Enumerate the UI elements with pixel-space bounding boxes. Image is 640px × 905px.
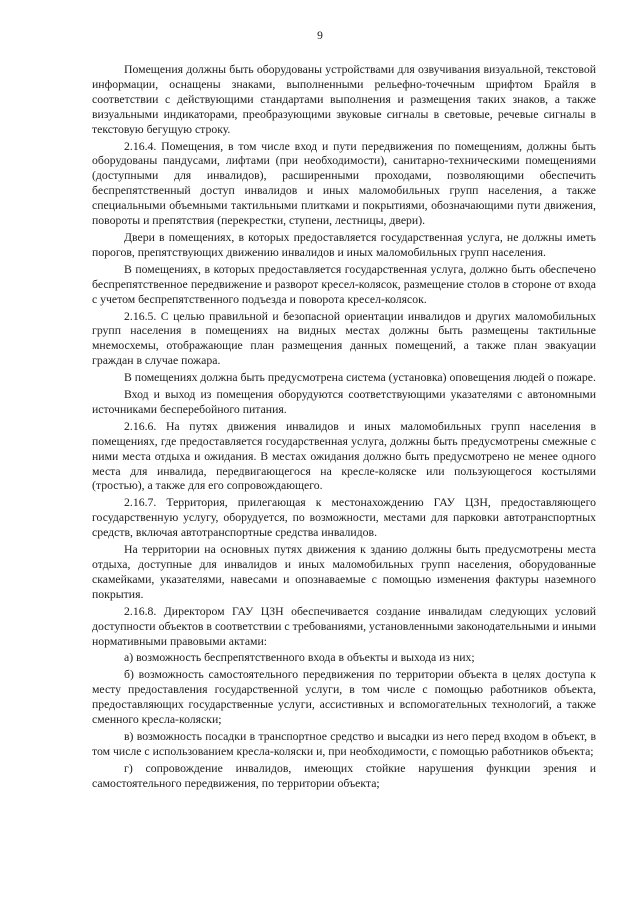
paragraph: В помещениях, в которых предоставляется государственная услуга, должно быть обеспечено беспрепятственное передвижение и разворот кресел-колясок, размещение столов в стороне от входа с учетом беспрепятственного подъезда и поворота кресел-колясок.	[92, 262, 596, 306]
paragraph: 2.16.5. С целью правильной и безопасной ориентации инвалидов и других маломобильных групп населения в помещениях на видных местах должны быть размещены тактильные мнемосхемы, отображающие план размещения данных помещений, а также план эвакуации граждан в случае пожара.	[92, 309, 596, 368]
paragraph: Вход и выход из помещения оборудуются соответствующими указателями с автономными источниками бесперебойного питания.	[92, 388, 596, 416]
list-item: г) сопровождение инвалидов, имеющих стойкие нарушения функции зрения и самостоятельного передвижения, по территории объекта;	[92, 761, 596, 790]
paragraph: В помещениях должна быть предусмотрена система (установка) оповещения людей о пожаре.	[124, 371, 596, 385]
paragraph: 2.16.8. Директором ГАУ ЦЗН обеспечивается создание инвалидам следующих условий доступности объектов в соответствии с требованиями, установленными законодательными и иными нормативными правовыми актами:	[92, 604, 596, 648]
paragraph: На территории на основных путях движения к зданию должны быть предусмотрены места отдыха, доступные для инвалидов и иных маломобильных групп населения, оборудованные скамейками, указателями, навесами и опознаваемые с помощью изменения фактуры наземного покрытия.	[92, 543, 596, 601]
list-item: а) возможность беспрепятственного входа в объекты и выхода из них;	[124, 651, 475, 665]
paragraph: 2.16.4. Помещения, в том числе вход и пути передвижения по помещениям, должны быть оборудованы пандусами, лифтами (при необходимости), санитарно-техническими помещениями (доступными для инвалидов), расширенными проходами, позволяющими обеспечить беспрепятственный доступ инвалидов и иных маломобильных групп населения, а также специальными объемными тактильными плитками и покрытиями, обозначающими пути движения, повороты и препятствия (перекрестки, ступени, лестницы, двери).	[92, 139, 596, 228]
list-item: в) возможность посадки в транспортное средство и высадки из него перед входом в объект, в том числе с использованием кресла-коляски и, при необходимости, с помощью работников объекта;	[92, 729, 596, 758]
paragraph: 2.16.7. Территория, прилегающая к местонахождению ГАУ ЦЗН, предоставляющего государственную услугу, оборудуется, по возможности, местами для парковки автотранспортных средств, включая автотранспортные средства инвалидов.	[92, 496, 596, 540]
paragraph: 2.16.6. На путях движения инвалидов и иных маломобильных групп населения в помещениях, где предоставляется государственная услуга, должны быть предусмотрены смежные с ними места отдыха и ожидания. В местах ожидания должно быть предусмотрено не менее одного места для инвалида, передвигающегося на кресле-коляске или пользующегося костылями (тростью), а также для его сопровождающего.	[92, 419, 596, 493]
list-item: б) возможность самостоятельного передвижения по территории объекта в целях доступа к месту предоставления государственной услуги, в том числе с помощью работников объекта, предоставляющих государственные услуги, ассистивных и вспомогательных технологий, а также сменного кресла-коляски;	[92, 668, 596, 727]
page-number: 9	[317, 30, 323, 42]
paragraph: Помещения должны быть оборудованы устройствами для озвучивания визуальной, текстовой информации, оснащены знаками, выполненными рельефно-точечным шрифтом Брайля в соответствии с действующими стандартами выполнения и размещения таких знаков, а также визуальными индикаторами, преобразующими звуковые сигналы в световые, речевые сигналы в текстовую бегущую строку.	[92, 63, 596, 136]
document-body	[92, 63, 596, 794]
paragraph: Двери в помещениях, в которых предоставляется государственная услуга, не должны иметь порогов, препятствующих движению инвалидов и иных маломобильных групп населения.	[92, 230, 596, 259]
